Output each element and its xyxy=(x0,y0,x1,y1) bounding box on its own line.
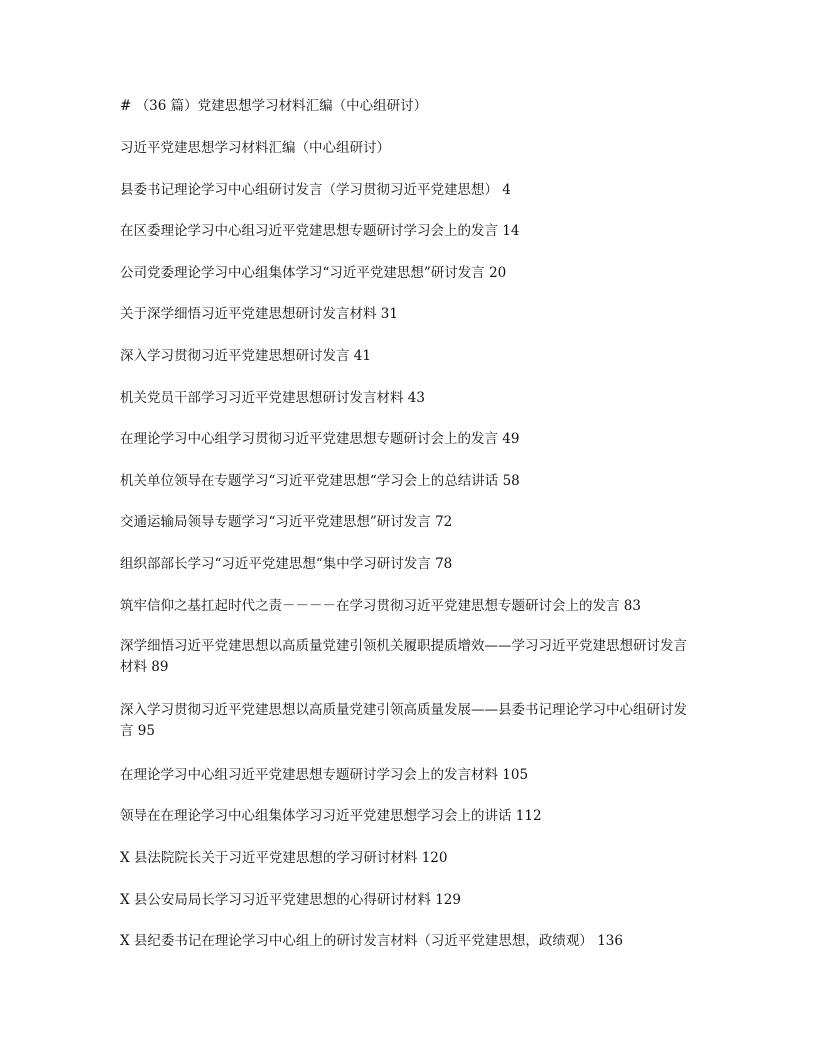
toc-entry: 机关党员干部学习习近平党建思想研讨发言材料 43 xyxy=(120,390,425,406)
toc-entry: X 县法院院长关于习近平党建思想的学习研讨材料 120 xyxy=(120,850,448,866)
toc-entry: 组织部部长学习“习近平党建思想“集中学习研讨发言 78 xyxy=(120,556,453,572)
toc-entry: X 县纪委书记在理论学习中心组上的研讨发言材料（习近平党建思想，政绩观） 136 xyxy=(120,933,623,949)
toc-entry: 领导在在理论学习中心组集体学习习近平党建思想学习会上的讲话 112 xyxy=(120,808,542,824)
toc-entry: 深入学习贯彻习近平党建思想研讨发言 41 xyxy=(120,348,371,364)
toc-entry: 公司党委理论学习中心组集体学习“习近平党建思想”研讨发言 20 xyxy=(120,265,507,281)
toc-entry: 县委书记理论学习中心组研讨发言（学习贯彻习近平党建思想） 4 xyxy=(120,182,511,198)
toc-entry: 深入学习贯彻习近平党建思想以高质量党建引领高质量发展——县委书记理论学习中心组研讨发言 95 xyxy=(120,702,687,739)
toc-entry: 关于深学细悟习近平党建思想研讨发言材料 31 xyxy=(120,306,398,322)
document-subheading: 习近平党建思想学习材料汇编（中心组研讨） xyxy=(120,140,390,156)
toc-entry: 机关单位领导在专题学习“习近平党建思想“学习会上的总结讲话 58 xyxy=(120,473,520,489)
toc-entry: 在区委理论学习中心组习近平党建思想专题研讨学习会上的发言 14 xyxy=(120,223,520,239)
toc-entry: 在理论学习中心组习近平党建思想专题研讨学习会上的发言材料 105 xyxy=(120,767,529,783)
document-heading: # （36 篇）党建思想学习材料汇编（中心组研讨） xyxy=(120,98,428,114)
toc-entry: X 县公安局局长学习习近平党建思想的心得研讨材料 129 xyxy=(120,892,461,908)
toc-entry: 交通运输局领导专题学习“习近平党建思想”研讨发言 72 xyxy=(120,514,453,530)
toc-entry: 深学细悟习近平党建思想以高质量党建引领机关履职提质增效——学习习近平党建思想研讨发言材料 89 xyxy=(120,638,687,675)
toc-entry: 筑牢信仰之基扛起时代之责－－－－在学习贯彻习近平党建思想专题研讨会上的发言 83 xyxy=(120,598,641,614)
toc-entry: 在理论学习中心组学习贯彻习近平党建思想专题研讨会上的发言 49 xyxy=(120,431,520,447)
